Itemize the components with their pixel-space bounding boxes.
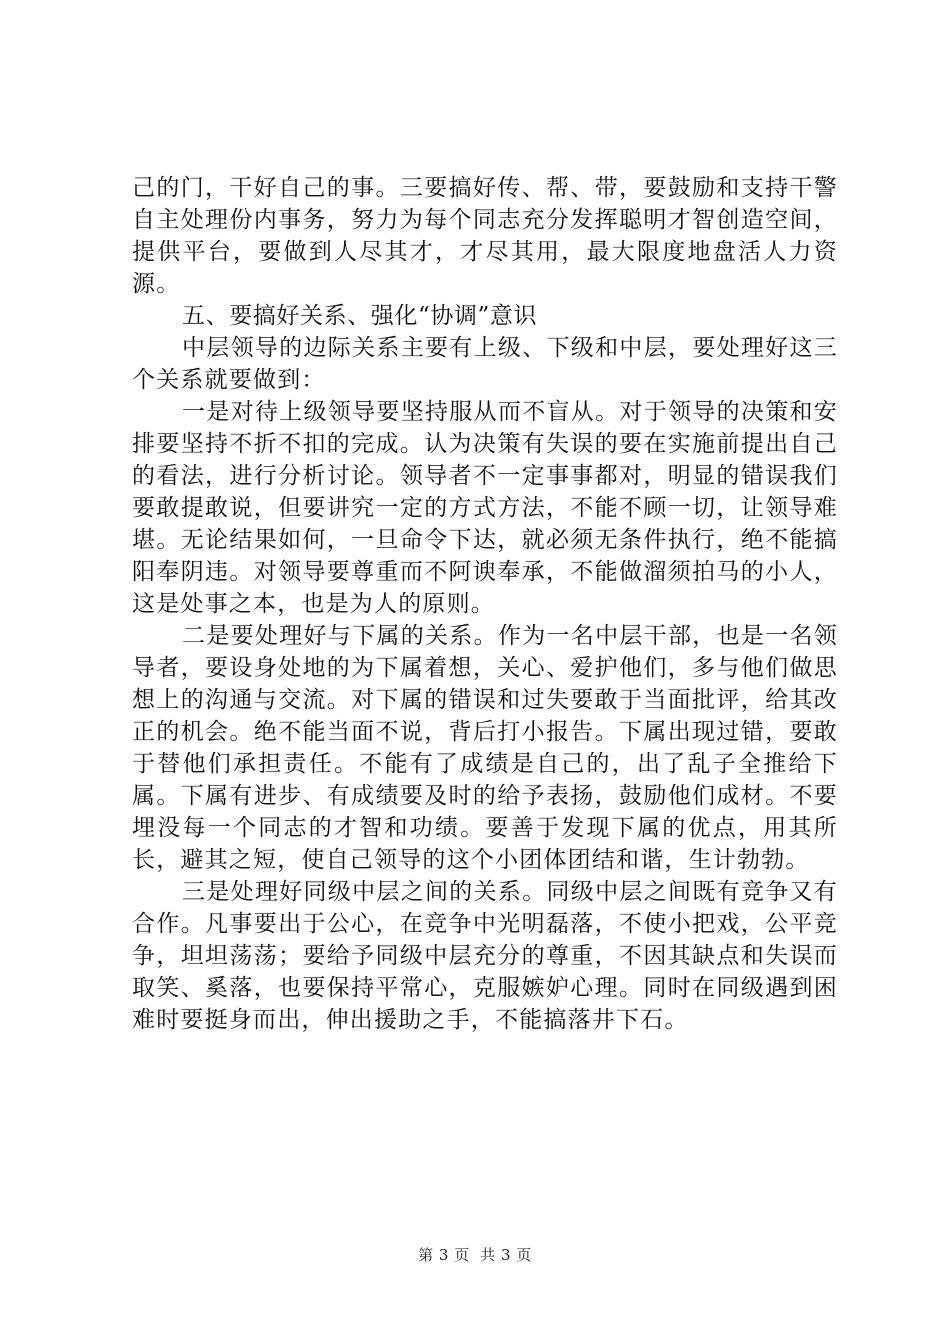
paragraph-continuation: 己的门，干好自己的事。三要搞好传、帮、带，要鼓励和支持干警自主处理份内事务，努力为每个同志充分发挥聪明才智创造空间，提供平台，要做到人尽其才，才尽其用，最大限度地盘活人力资源。 [132,175,838,297]
section-heading: 五、要搞好关系、强化“协调”意识 [182,303,538,329]
paragraph-peers: 三是处理好同级中层之间的关系。同级中层之间既有竞争又有合作。凡事要出于公心，在竞争中光明磊落，不使小把戏，公平竞争，坦坦荡荡；要给予同级中层充分的尊重，不因其缺点和失误而取笑、奚落，也要保持平常心，克服嫉妒心理。同时在同级遇到困难时要挺身而出，伸出援助之手，不能搞落井下石。 [132,879,838,1033]
document-body [132,172,838,1036]
paragraph-intro: 中层领导的边际关系主要有上级、下级和中层，要处理好这三个关系就要做到： [132,335,838,393]
paragraph-subordinates: 二是要处理好与下属的关系。作为一名中层干部，也是一名领导者，要设身处地的为下属着想，关心、爱护他们，多与他们做思想上的沟通与交流。对下属的错误和过失要敢于当面批评，给其改正的机会。绝不能当面不说，背后打小报告。下属出现过错，要敢于替他们承担责任。不能有了成绩是自己的，出了乱子全推给下属。下属有进步、有成绩要及时的给予表扬，鼓励他们成材。不要埋没每一个同志的才智和功绩。要善于发现下属的优点，用其所长，避其之短，使自己领导的这个小团体团结和谐，生计勃勃。 [132,623,838,873]
page-footer: 第 3 页 共 3 页 [418,1246,532,1264]
paragraph-superiors: 一是对待上级领导要坚持服从而不盲从。对于领导的决策和安排要坚持不折不扣的完成。认为决策有失误的要在实施前提出自己的看法，进行分析讨论。领导者不一定事事都对，明显的错误我们要敢提敢说，但要讲究一定的方式方法，不能不顾一切，让领导难堪。无论结果如何，一旦命令下达，就必须无条件执行，绝不能搞阳奉阴违。对领导要尊重而不阿谀奉承，不能做溜须拍马的小人，这是处事之本，也是为人的原则。 [132,399,838,617]
